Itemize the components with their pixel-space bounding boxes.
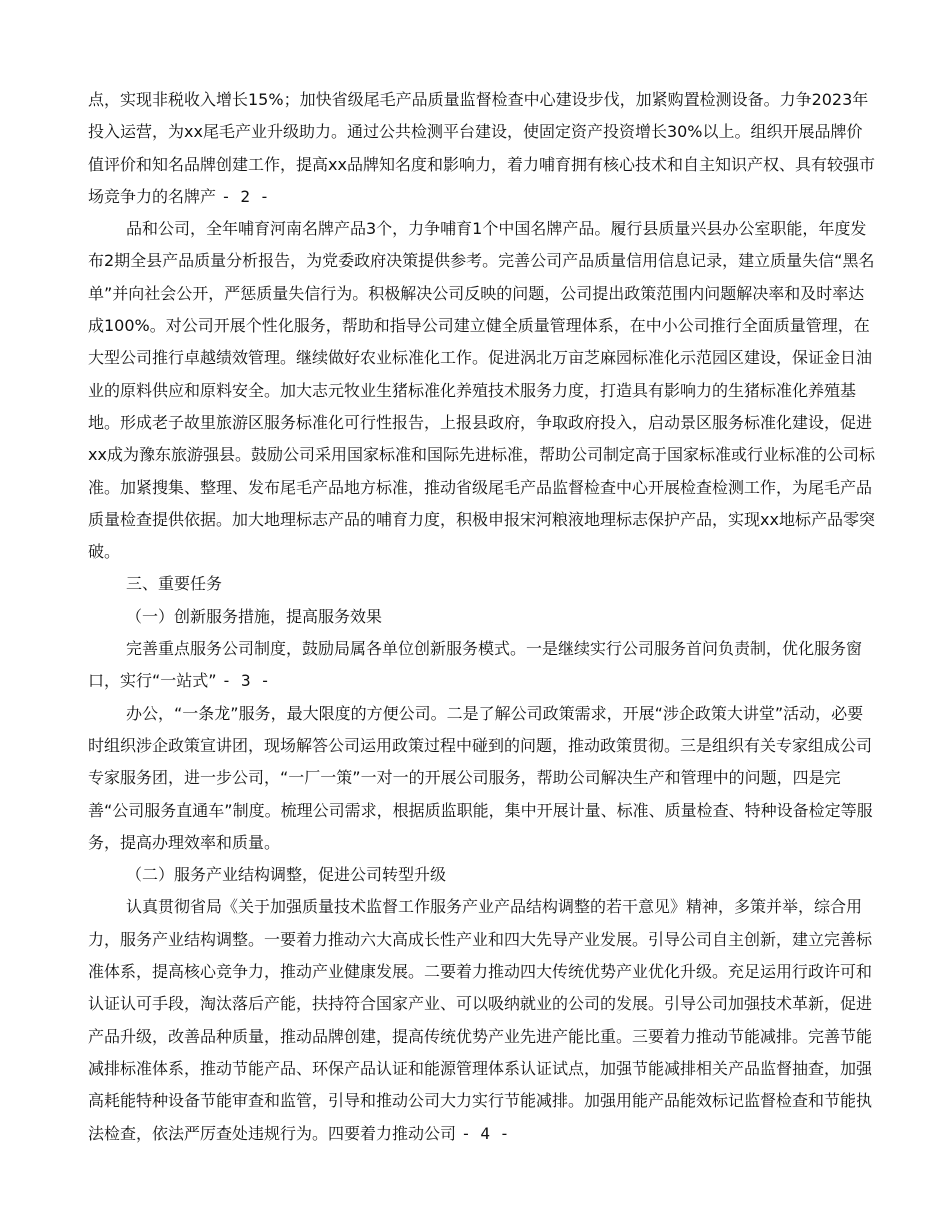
paragraph-3: [88, 633, 878, 698]
page-number-4: - 4 -: [461, 1123, 510, 1143]
subsection-heading-2: [88, 859, 878, 891]
paragraph-2: [88, 213, 878, 568]
paragraph-5: [88, 891, 878, 1149]
section-heading-tasks: [88, 568, 878, 600]
paragraph-3-text: 完善重点服务公司制度，鼓励局属各单位创新服务模式。一是继续实行公司服务首问负责制，优化服务窗口，实行“一站式”: [88, 639, 863, 691]
paragraph-5-text: 认真贯彻省局《关于加强质量技术监督工作服务产业产品结构调整的若干意见》精神，多策并举，综合用力，服务产业结构调整。一要着力推动六大高成长性产业和四大先导产业发展。引导公司自主创新，建立完善标准体系，提高核心竞争力，推动产业健康发展。二要着力推动四大传统优势产业优化升级。充足运用行政许可和认证认可手段，淘汰落后产能，扶持符合国家产业、可以吸纳就业的公司的发展。引导公司加强技术革新，促进产品升级，改善品种质量，推动品牌创建，提高传统优势产业先进产能比重。三要着力推动节能减排。完善节能减排标准体系，推动节能产品、环保产品认证和能源管理体系认证试点，加强节能减排相关产品监督抽查，加强高耗能特种设备节能审查和监管，引导和推动公司大力实行节能减排。加强用能产品能效标记监督检查和节能执法检查，依法严厉查处违规行为。四要着力推动公司: [88, 897, 873, 1143]
paragraph-1-text: 点，实现非税收入增长15%；加快省级尾毛产品质量监督检查中心建设步伐，加紧购置检测设备。力争2023年投入运营，为xx尾毛产业升级助力。通过公共检测平台建设，使固定资产投资增长30%以上。组织开展品牌价值评价和知名品牌创建工作，提高xx品牌知名度和影响力，着力哺育拥有核心技术和自主知识产权、具有较强市场竞争力的名牌产: [88, 90, 875, 206]
subsection-heading-1: [88, 601, 878, 633]
paragraph-4-text: 办公，“一条龙”服务，最大限度的方便公司。二是了解公司政策需求，开展“涉企政策大讲堂”活动，必要时组织涉企政策宣讲团，现场解答公司运用政策过程中碰到的问题，推动政策贯彻。三是组织有关专家组成公司专家服务团，进一步公司，“一厂一策”一对一的开展公司服务，帮助公司解决生产和管理中的问题，四是完善“公司服务直通车”制度。梳理公司需求，根据质监职能，集中开展计量、标准、质量检查、特种设备检定等服务，提高办理效率和质量。: [88, 703, 873, 852]
subsection-heading-1-text: （一）创新服务措施，提高服务效果: [126, 606, 383, 626]
page-number-2: - 2 -: [221, 186, 270, 206]
section-heading-text: 三、重要任务: [126, 574, 223, 594]
paragraph-1: [88, 84, 878, 213]
document-page: [88, 84, 878, 1150]
paragraph-4: [88, 698, 878, 859]
paragraph-2-text: 品和公司，全年哺育河南名牌产品3个，力争哺育1个中国名牌产品。履行县质量兴县办公室职能，年度发布2期全县产品质量分析报告，为党委政府决策提供参考。完善公司产品质量信用信息记录，建立质量失信“黑名单”并向社会公开，严惩质量失信行为。积极解决公司反映的问题，公司提出政策范围内问题解决率和及时率达成100%。对公司开展个性化服务，帮助和指导公司建立健全质量管理体系，在中小公司推行全面质量管理，在大型公司推行卓越绩效管理。继续做好农业标准化工作。促进涡北万亩芝麻园标准化示范园区建设，保证金日油业的原料供应和原料安全。加大志元牧业生猪标准化养殖技术服务力度，打造具有影响力的生猪标准化养殖基地。形成老子故里旅游区服务标准化可行性报告，上报县政府，争取政府投入，启动景区服务标准化建设，促进xx成为豫东旅游强县。鼓励公司采用国家标准和国际先进标准，帮助公司制定高于国家标准或行业标准的公司标准。加紧搜集、整理、发布尾毛产品地方标准，推动省级尾毛产品监督检查中心开展检查检测工作，为尾毛产品质量检查提供依据。加大地理标志产品的哺育力度，积极申报宋河粮液地理标志保护产品，实现xx地标产品零突破。: [88, 219, 875, 562]
subsection-heading-2-text: （二）服务产业结构调整，促进公司转型升级: [126, 865, 447, 885]
page-number-3: - 3 -: [221, 671, 270, 691]
